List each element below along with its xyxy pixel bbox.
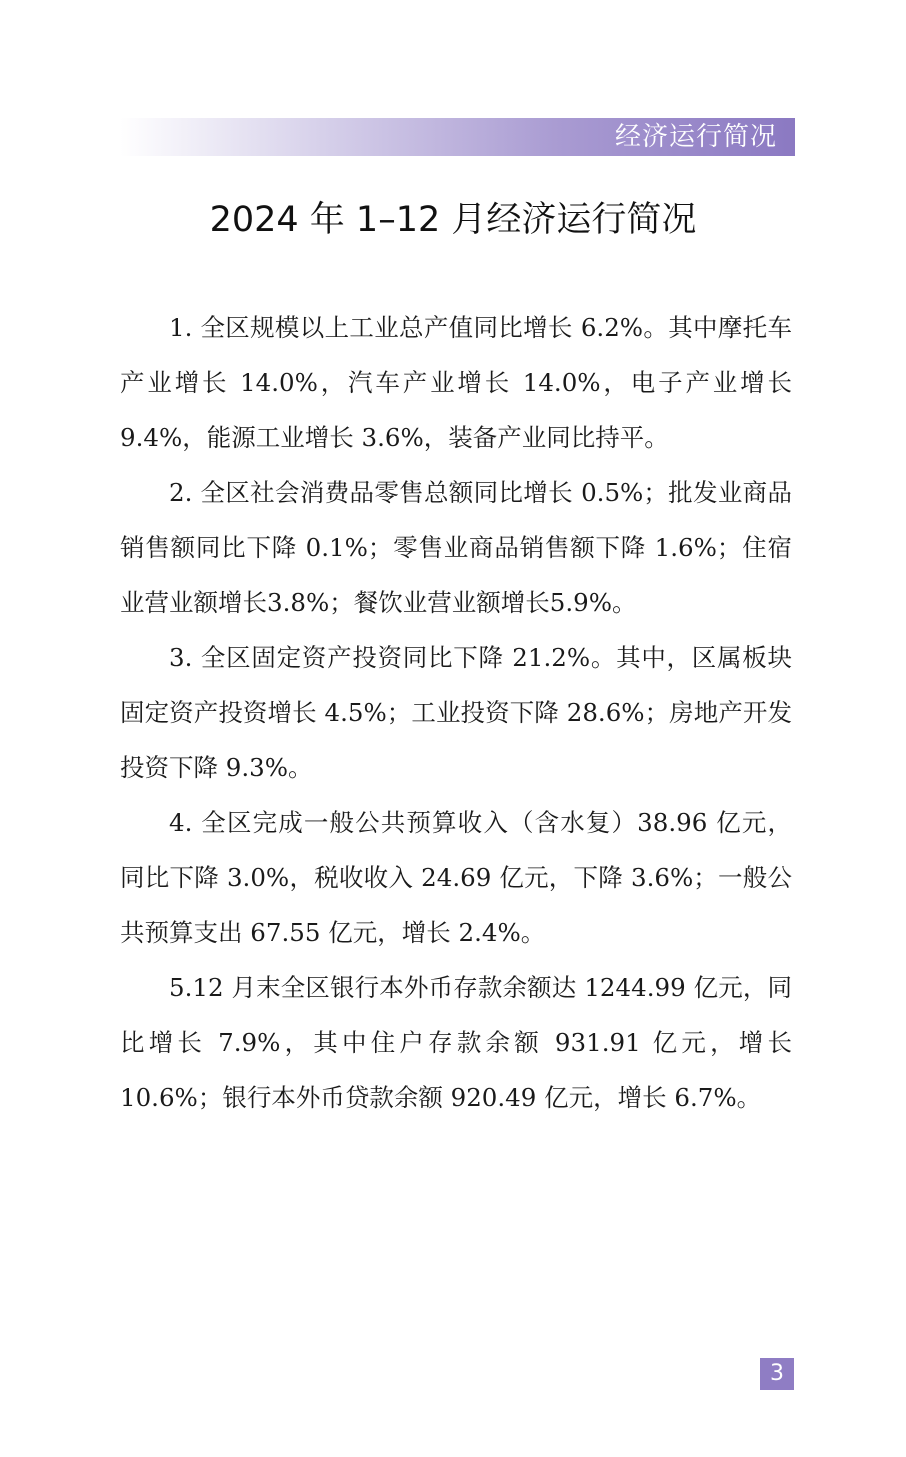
document-body (120, 300, 792, 1125)
section-label: 经济运行简况 (614, 122, 777, 152)
paragraph-budget: 4. 全区完成一般公共预算收入（含水复）38.96 亿元，同比下降 3.0%，税收收入 24.69 亿元，下降 3.6%；一般公共预算支出 67.55 亿元，增长 2.4%。 (120, 808, 792, 947)
page-number: 3 (760, 1358, 794, 1390)
paragraph-consumption: 2. 全区社会消费品零售总额同比增长 0.5%；批发业商品销售额同比下降 0.1%；零售业商品销售额下降 1.6%；住宿业营业额增长3.8%；餐饮业营业额增长5.9%。 (120, 478, 792, 617)
section-header-band (120, 118, 795, 156)
paragraph-investment: 3. 全区固定资产投资同比下降 21.2%。其中，区属板块固定资产投资增长 4.5%；工业投资下降 28.6%；房地产开发投资下降 9.3%。 (120, 643, 792, 782)
paragraph-industry: 1. 全区规模以上工业总产值同比增长 6.2%。其中摩托车产业增长 14.0%，汽车产业增长 14.0%，电子产业增长 9.4%，能源工业增长 3.6%，装备产业同比持平。 (120, 313, 792, 452)
page-title: 2024 年 1–12 月经济运行简况 (209, 200, 697, 240)
paragraph-banking: 5.12 月末全区银行本外币存款余额达 1244.99 亿元，同比增长 7.9%，其中住户存款余额 931.91 亿元，增长 10.6%；银行本外币贷款余额 920.49 亿元，增长 6.7%。 (120, 973, 792, 1112)
